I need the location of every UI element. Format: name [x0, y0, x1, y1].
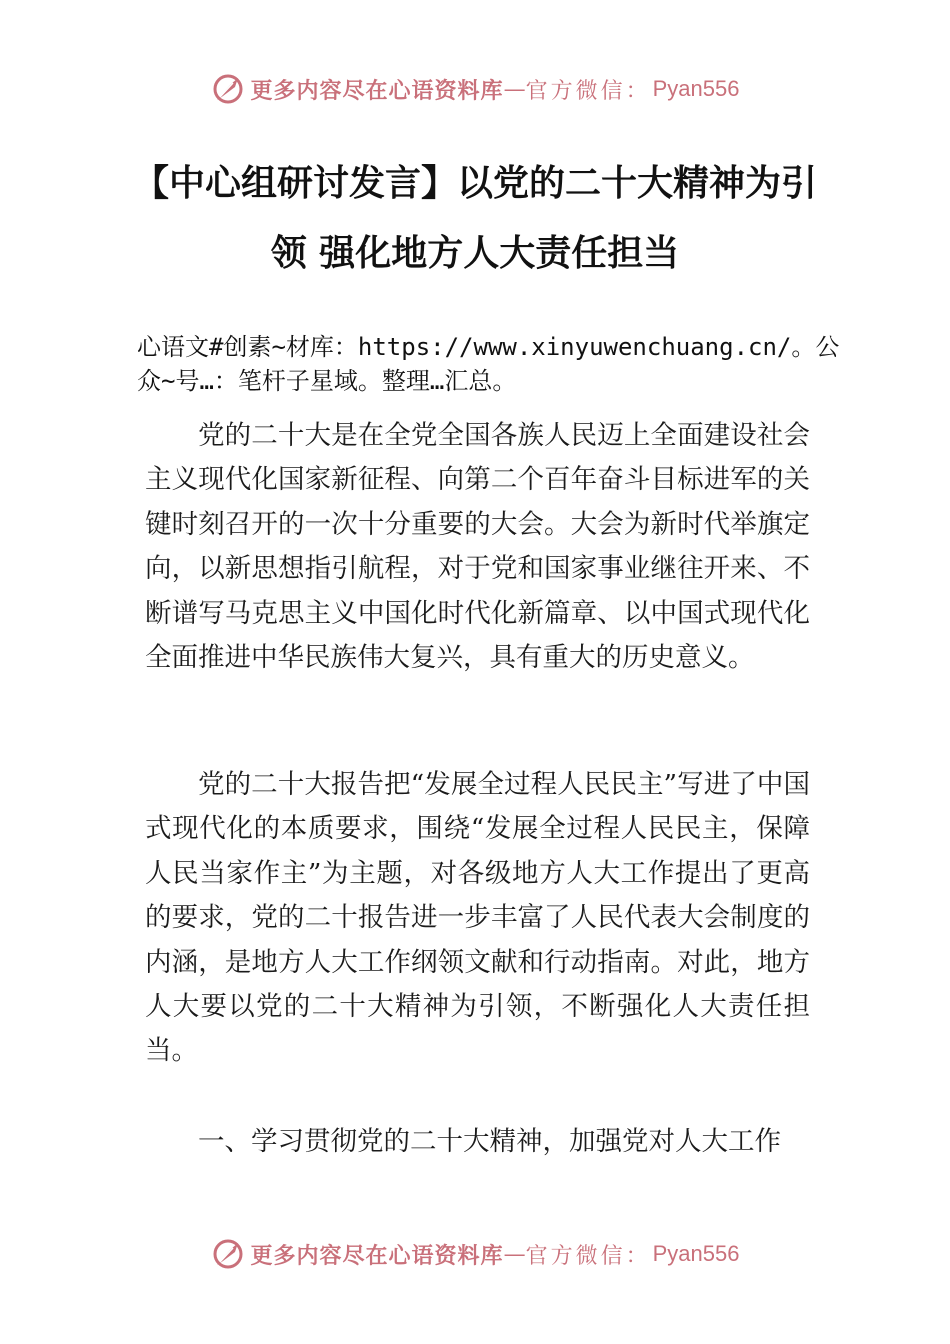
banner-wechat-label: 官方微信：	[525, 78, 651, 104]
banner-text: 更多内容尽在心语资料库	[250, 77, 504, 104]
source-note	[137, 330, 847, 398]
source-note-line-2: 众~号…：笔杆子星域。整理…汇总。	[137, 367, 517, 395]
section-heading-1: 一、学习贯彻党的二十大精神，加强党对人大工作	[198, 1126, 781, 1157]
footer-banner	[0, 1237, 950, 1271]
page-title-line-1: 【中心组研讨发言】以党的二十大精神为引	[132, 163, 817, 204]
banner-wechat-id: Pyan556	[652, 1241, 740, 1266]
banner-separator: —	[503, 1241, 526, 1267]
banner-wechat-label: 官方微信：	[525, 1243, 651, 1269]
source-note-line-1: 心语文#创素~材库：https://www.xinyuwenchuang.cn/。公	[137, 333, 840, 361]
header-banner	[0, 72, 950, 106]
banner-text: 更多内容尽在心语资料库	[250, 1242, 504, 1269]
banner-wechat-id: Pyan556	[652, 76, 740, 101]
quill-logo-icon	[211, 1237, 245, 1271]
banner-separator: —	[503, 76, 526, 102]
body-paragraph-1: 党的二十大是在全党全国各族人民迈上全面建设社会主义现代化国家新征程、向第二个百年奋斗目标进军的关键时刻召开的一次十分重要的大会。大会为新时代举旗定向，以新思想指引航程，对于党和国家事业继往开来、不断谱写马克思主义中国化时代化新篇章、以中国式现代化全面推进中华民族伟大复兴，具有重大的历史意义。	[145, 420, 810, 674]
body-paragraph-2: 党的二十大报告把“发展全过程人民民主”写进了中国式现代化的本质要求，围绕“发展全过程人民民主，保障人民当家作主”为主题，对各级地方人大工作提出了更高的要求，党的二十报告进一步丰富了人民代表大会制度的内涵，是地方人大工作纲领文献和行动指南。对此，地方人大要以党的二十大精神为引领，不断强化人大责任担当。	[145, 769, 810, 1067]
quill-logo-icon	[211, 72, 245, 106]
page-title-line-2: 领 强化地方人大责任担当	[270, 233, 680, 274]
